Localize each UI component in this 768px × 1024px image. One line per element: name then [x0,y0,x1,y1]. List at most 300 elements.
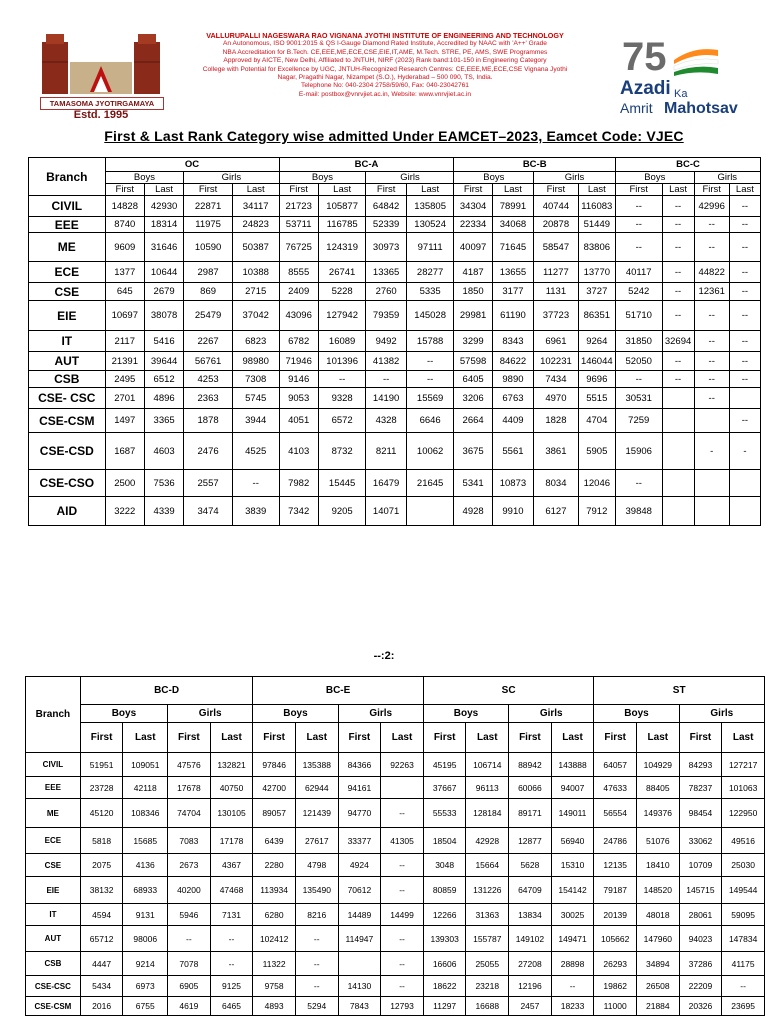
rank-cell: 65712 [80,926,123,952]
rank-cell: 28277 [406,262,454,283]
rank-cell: 4798 [295,854,338,877]
rank-cell: 23728 [80,777,123,799]
first-header: First [509,723,552,753]
branch-cell: CSE-CSM [26,997,81,1016]
group-header-bca: BC-A [279,158,454,172]
rank-cell: 4051 [279,409,318,433]
rank-cell: 17178 [210,828,253,854]
branch-cell: ME [29,233,106,262]
rank-cell: 2457 [509,997,552,1016]
rank-cell: -- [722,976,765,997]
rank-cell: 101063 [722,777,765,799]
rank-cell: 9910 [492,497,533,526]
approval-line: Approved by AICTE, New Delhi, Affiliated to JNTUH, NIRF (2023) Rank band:101-150 in Engineering Category [223,57,547,65]
rank-cell: 42700 [253,777,296,799]
rank-cell [662,409,694,433]
rank-cell: 24786 [594,828,637,854]
rank-cell: 12196 [509,976,552,997]
boys-header: Boys [253,705,338,723]
rank-cell: 20326 [679,997,722,1016]
table-row [26,799,765,828]
first-header: First [105,184,144,196]
rank-cell: 5335 [406,283,454,301]
rank-cell: 68933 [123,877,168,904]
rank-cell: 32694 [662,331,694,352]
rank-cell: 149011 [551,799,594,828]
rank-cell [729,388,760,409]
rank-cell: 23218 [466,976,509,997]
rank-cell: -- [295,952,338,976]
rank-cell: 8732 [318,433,366,470]
rank-cell: 34894 [637,952,680,976]
rank-cell: 22871 [184,196,233,217]
rank-cell: 29981 [454,301,492,331]
ugc-line: College with Potential for Excellence by UGC, JNTUH-Recognized Research Centres: CE,EEE,ME,ECE,CSE Vignana Jyothi [202,65,568,73]
institute-logo [40,32,162,120]
girls-header: Girls [184,172,279,184]
rank-cell: 47468 [210,877,253,904]
rank-cell: 9205 [318,497,366,526]
girls-header: Girls [366,172,454,184]
document-title: First & Last Rank Category wise admitted Under EAMCET–2023, Eamcet Code: VJEC [104,128,684,144]
azadi-ka-amrit-mahotsav-logo [618,30,738,120]
rank-cell [406,497,454,526]
rank-cell: 79359 [366,301,406,331]
rank-cell: 2557 [184,470,233,497]
first-header: First [366,184,406,196]
rank-cell: 20139 [594,904,637,926]
rank-cell: 14190 [366,388,406,409]
rank-cell: -- [615,196,662,217]
rank-cell: -- [729,217,760,233]
rank-cell: 2987 [184,262,233,283]
rank-cell: 1131 [534,283,579,301]
rank-cell: 34117 [232,196,279,217]
rank-cell: -- [210,926,253,952]
rank-cell: 84366 [338,753,381,777]
rank-cell: 39848 [615,497,662,526]
rank-cell: 98454 [679,799,722,828]
branch-header: Branch [26,677,81,753]
last-header: Last [295,723,338,753]
branch-cell: AUT [29,352,106,371]
rank-cell: 1850 [454,283,492,301]
rank-cell: 109051 [123,753,168,777]
rank-cell: 3839 [232,497,279,526]
rank-cell: 130524 [406,217,454,233]
rank-cell: 15685 [123,828,168,854]
rank-cell: 4328 [366,409,406,433]
logo-motto: TAMASOMA JYOTIRGAMAYA [40,97,164,110]
branch-cell: AID [29,497,106,526]
rank-cell: 16479 [366,470,406,497]
rank-cell: -- [694,301,729,331]
first-header: First [615,184,662,196]
rank-cell: 12877 [509,828,552,854]
emblem-number: 75 [622,35,667,78]
rank-cell: 15664 [466,854,509,877]
rank-cell: 139303 [423,926,466,952]
rank-cell: 31646 [144,233,183,262]
rank-cell: 102412 [253,926,296,952]
rank-cell: 96113 [466,777,509,799]
rank-table-1-body [29,196,761,526]
rank-cell: 58547 [534,233,579,262]
branch-cell: EEE [26,777,81,799]
rank-cell: 44822 [694,262,729,283]
table-row [29,301,761,331]
rank-cell: 28061 [679,904,722,926]
branch-cell: CSE-CSM [29,409,106,433]
rank-cell: 12266 [423,904,466,926]
rank-cell: 48018 [637,904,680,926]
rank-cell: 71645 [492,233,533,262]
rank-cell: 147960 [637,926,680,952]
rank-cell: 135490 [295,877,338,904]
table-row [29,409,761,433]
rank-cell: -- [615,470,662,497]
rank-cell: -- [694,331,729,352]
rank-cell: 42118 [123,777,168,799]
rank-cell: 135388 [295,753,338,777]
rank-cell: -- [366,371,406,388]
rank-cell: 6405 [454,371,492,388]
last-header: Last [381,723,424,753]
rank-cell: 6823 [232,331,279,352]
rank-cell: 4187 [454,262,492,283]
rank-cell: 9053 [279,388,318,409]
rank-cell: 10709 [679,854,722,877]
rank-table-2-body [26,753,765,1016]
rank-cell: 56940 [551,828,594,854]
rank-cell: 64057 [594,753,637,777]
rank-cell: 27617 [295,828,338,854]
rank-cell: 7843 [338,997,381,1016]
boys-header: Boys [615,172,694,184]
branch-cell: CSE-CSO [29,470,106,497]
rank-cell: 121439 [295,799,338,828]
rank-cell: 40750 [210,777,253,799]
rank-cell: 645 [105,283,144,301]
rank-table-oc-bca-bcb-bcc [28,157,761,526]
rank-cell: -- [662,283,694,301]
rank-cell: 38132 [80,877,123,904]
rank-cell: 2280 [253,854,296,877]
rank-cell: 40744 [534,196,579,217]
rank-cell: 106714 [466,753,509,777]
rank-cell: 5745 [232,388,279,409]
rank-cell: 4603 [144,433,183,470]
rank-cell: 6961 [534,331,579,352]
first-header: First [184,184,233,196]
rank-cell: 7912 [578,497,615,526]
rank-cell: 7083 [168,828,211,854]
rank-cell: 98006 [123,926,168,952]
page-number-marker: --:2: [373,650,395,662]
rank-cell: 40200 [168,877,211,904]
rank-cell: 9890 [492,371,533,388]
group-header-bcd: BC-D [80,677,253,705]
rank-cell: 869 [184,283,233,301]
rank-cell: 4367 [210,854,253,877]
rank-cell: 42930 [144,196,183,217]
last-header: Last [578,184,615,196]
rank-cell: 94161 [338,777,381,799]
table-row [26,997,765,1016]
letterhead [0,0,768,126]
last-header: Last [662,184,694,196]
rank-cell: 22334 [454,217,492,233]
rank-cell: 26293 [594,952,637,976]
rank-cell: 40097 [454,233,492,262]
rank-cell: 52339 [366,217,406,233]
rank-cell: 3177 [492,283,533,301]
rank-cell: 14489 [338,904,381,926]
table-row [29,433,761,470]
rank-cell: 21884 [637,997,680,1016]
first-header: First [279,184,318,196]
rank-cell: 4619 [168,997,211,1016]
rank-cell: 71946 [279,352,318,371]
rank-cell: 76725 [279,233,318,262]
rank-cell: 11322 [253,952,296,976]
table-row [29,217,761,233]
rank-cell: 18622 [423,976,466,997]
rank-cell: 51449 [578,217,615,233]
rank-cell: 45195 [423,753,466,777]
rank-cell [694,497,729,526]
rank-cell: 33062 [679,828,722,854]
rank-cell: 155787 [466,926,509,952]
email-line: E-mail: postbox@vnrvjiet.ac.in, Website: www.vnrvjiet.ac.in [298,90,472,98]
rank-cell: 18233 [551,997,594,1016]
rank-cell: 57598 [454,352,492,371]
rank-cell: 9264 [578,331,615,352]
rank-cell: 84622 [492,352,533,371]
rank-cell: 33377 [338,828,381,854]
rank-cell: 39644 [144,352,183,371]
rank-cell: 89057 [253,799,296,828]
rank-cell: -- [729,331,760,352]
address-line: Nagar, Pragathi Nagar, Nizampet (S.O.), Hyderabad – 500 090, TS, India. [277,74,493,82]
rank-cell: 19862 [594,976,637,997]
last-header: Last [637,723,680,753]
rank-cell [662,388,694,409]
rank-cell: -- [381,976,424,997]
rank-cell: 56761 [184,352,233,371]
rank-cell: 2117 [105,331,144,352]
gender-header-row [29,172,761,184]
last-header: Last [551,723,594,753]
branch-cell: CIVIL [26,753,81,777]
rank-cell: 7131 [210,904,253,926]
rank-cell: 11975 [184,217,233,233]
branch-cell: CSB [26,952,81,976]
rank-cell: 6646 [406,409,454,433]
rank-cell: 18314 [144,217,183,233]
rank-cell: 127942 [318,301,366,331]
rank-cell: 148520 [637,877,680,904]
branch-cell: CIVIL [29,196,106,217]
rank-cell: 43096 [279,301,318,331]
rank-cell: 30973 [366,233,406,262]
rank-cell: 114947 [338,926,381,952]
group-header-oc: OC [105,158,279,172]
rank-cell: 37723 [534,301,579,331]
rank-cell: 101396 [318,352,366,371]
table-row [29,196,761,217]
table-row [29,262,761,283]
rank-cell: -- [729,283,760,301]
rank-cell: 4594 [80,904,123,926]
last-header: Last [210,723,253,753]
group-header-bcc: BC-C [615,158,760,172]
rank-cell: -- [381,877,424,904]
rank-cell: 102231 [534,352,579,371]
boys-header: Boys [454,172,534,184]
rank-cell: 2476 [184,433,233,470]
table-row [26,753,765,777]
rank-cell: 3861 [534,433,579,470]
rank-cell: 122950 [722,799,765,828]
rank-cell: -- [694,352,729,371]
rank-cell: 89171 [509,799,552,828]
table-row [26,904,765,926]
first-header: First [80,723,123,753]
rank-cell: 34068 [492,217,533,233]
rank-cell: 41305 [381,828,424,854]
rank-header-row [29,184,761,196]
rank-cell: 128184 [466,799,509,828]
rank-cell: 6127 [534,497,579,526]
telephone-line: Telephone No: 040-2304 2758/59/60, Fax: 040-23042761 [301,82,469,90]
rank-cell: 4970 [534,388,579,409]
rank-cell: -- [406,352,454,371]
nba-line: NBA Accreditation for B.Tech. CE,EEE,ME,ECE,CSE,EIE,IT,AME, M.Tech. STRE, PE, AMS, SWE Programmes [222,48,548,56]
rank-cell: 4896 [144,388,183,409]
rank-cell: 105662 [594,926,637,952]
rank-cell: 4409 [492,409,533,433]
rank-cell: 78991 [492,196,533,217]
rank-cell: 2701 [105,388,144,409]
rank-cell: 78237 [679,777,722,799]
rank-cell: 28898 [551,952,594,976]
branch-cell: CSE- CSC [29,388,106,409]
rank-cell: - [694,433,729,470]
rank-cell: 14499 [381,904,424,926]
rank-cell: -- [694,233,729,262]
rank-cell: -- [551,976,594,997]
branch-cell: EIE [26,877,81,904]
rank-cell: 37667 [423,777,466,799]
rank-cell: 10062 [406,433,454,470]
rank-cell: 49516 [722,828,765,854]
rank-cell: 4103 [279,433,318,470]
rank-cell: 24823 [232,217,279,233]
rank-cell: 5515 [578,388,615,409]
rank-cell: 42928 [466,828,509,854]
table-row [29,233,761,262]
rank-cell: 6512 [144,371,183,388]
girls-header: Girls [679,705,764,723]
rank-cell: 3727 [578,283,615,301]
rank-cell [729,470,760,497]
rank-cell: -- [729,262,760,283]
institute-name: VALLURUPALLI NAGESWARA RAO VIGNANA JYOTHI INSTITUTE OF ENGINEERING AND TECHNOLOGY [206,31,564,40]
rank-cell: 37286 [679,952,722,976]
rank-cell: 7342 [279,497,318,526]
rank-cell: 12135 [594,854,637,877]
rank-cell: 17678 [168,777,211,799]
rank-cell: -- [318,371,366,388]
rank-cell: 4893 [253,997,296,1016]
rank-cell: 14130 [338,976,381,997]
rank-cell: -- [729,371,760,388]
rank-cell: -- [381,952,424,976]
rank-cell: 64709 [509,877,552,904]
rank-cell: 7078 [168,952,211,976]
rank-cell: -- [662,262,694,283]
rank-cell [694,409,729,433]
rank-cell: -- [295,976,338,997]
rank-cell: 38078 [144,301,183,331]
table-row [29,371,761,388]
rank-cell: 9758 [253,976,296,997]
rank-cell: -- [662,233,694,262]
rank-cell: 25479 [184,301,233,331]
rank-cell: 64842 [366,196,406,217]
boys-header: Boys [80,705,167,723]
last-header: Last [123,723,168,753]
rank-cell: 3365 [144,409,183,433]
rank-cell: 2075 [80,854,123,877]
table-row [29,388,761,409]
rank-cell: 8034 [534,470,579,497]
rank-cell: 51076 [637,828,680,854]
rank-cell: 1828 [534,409,579,433]
rank-cell: 21391 [105,352,144,371]
group-header-st: ST [594,677,765,705]
table-row [29,331,761,352]
boys-header: Boys [279,172,366,184]
rank-cell: 9125 [210,976,253,997]
rank-cell: 135805 [406,196,454,217]
rank-cell: 45120 [80,799,123,828]
rank-cell: 34304 [454,196,492,217]
rank-cell: 6755 [123,997,168,1016]
rank-cell: 10590 [184,233,233,262]
rank-cell: -- [694,371,729,388]
girls-header: Girls [694,172,760,184]
rank-cell: -- [729,196,760,217]
rank-cell: -- [729,233,760,262]
rank-cell: 4253 [184,371,233,388]
rank-cell: 113934 [253,877,296,904]
rank-cell: 7536 [144,470,183,497]
rank-cell [338,952,381,976]
rank-cell: 5242 [615,283,662,301]
rank-cell: 2409 [279,283,318,301]
rank-cell: 9696 [578,371,615,388]
rank-cell: 97111 [406,233,454,262]
rank-cell: 3474 [184,497,233,526]
rank-cell: 6465 [210,997,253,1016]
rank-cell: 13365 [366,262,406,283]
girls-header: Girls [168,705,253,723]
rank-cell: 7434 [534,371,579,388]
table-row [26,952,765,976]
rank-cell: -- [232,470,279,497]
